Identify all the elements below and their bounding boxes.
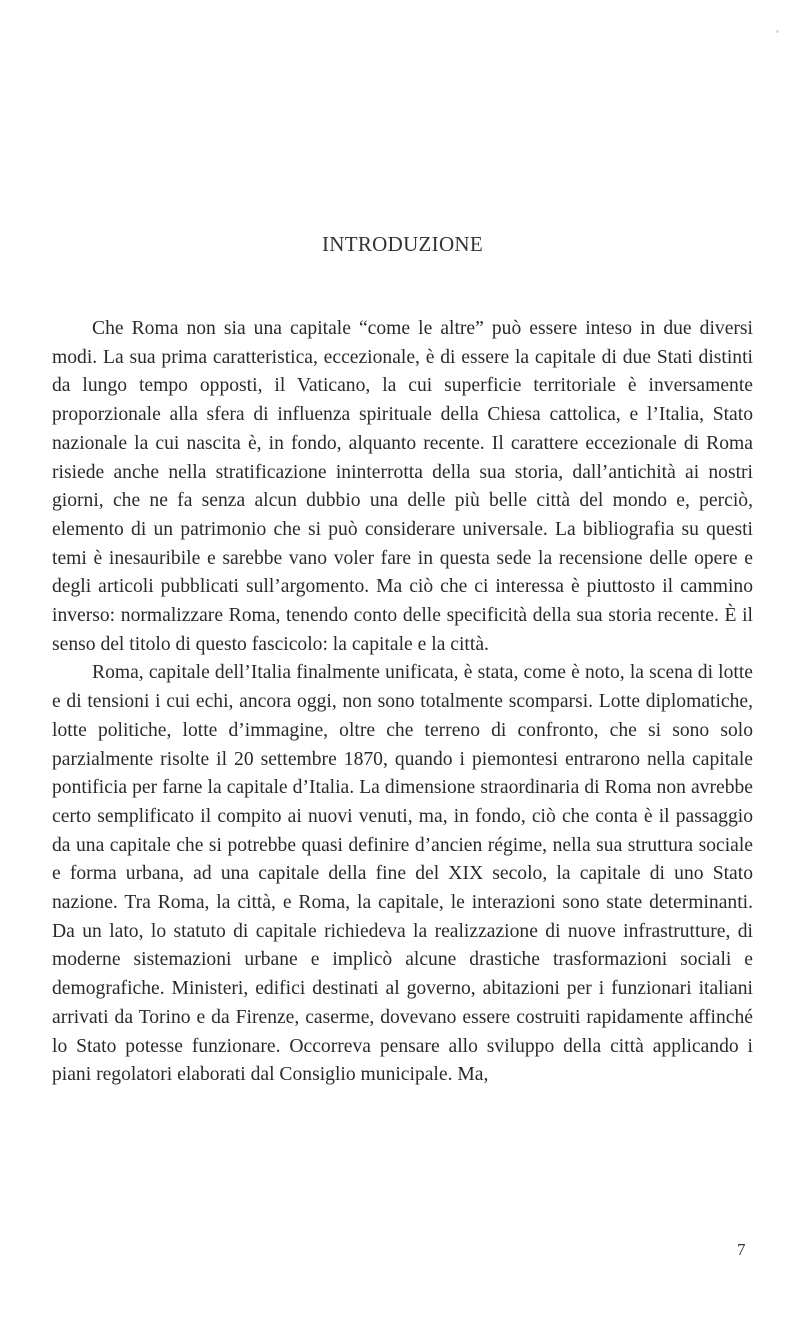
scan-speck	[776, 30, 779, 33]
paragraph: Che Roma non sia una capitale “come le altre” può essere inteso in due diversi modi. La sua prima caratteristica, eccezionale, è di essere la capitale di due Stati distinti da lungo tempo opposti, il Vaticano, la cui superficie territoriale è inversamente proporzionale alla sfera di influenza spirituale della Chiesa cattolica, e l’Italia, Stato nazionale la cui nascita è, in fondo, alquanto recente. Il carattere eccezionale di Roma risiede anche nella stratificazione ininterrotta della sua storia, dall’antichità ai nostri giorni, che ne fa senza alcun dubbio una delle più belle città del mondo e, perciò, elemento di un patrimonio che si può considerare universale. La bibliografia su questi temi è inesauribile e sarebbe vano voler fare in questa sede la recensione delle opere e degli articoli pubblicati sull’argomento. Ma ciò che ci interessa è piuttosto il cammino inverso: normalizzare Roma, tenendo conto delle specificità della sua storia recente. È il senso del titolo di questo fascicolo: la capitale e la città.	[52, 318, 753, 655]
body-text	[52, 315, 753, 1090]
chapter-heading: INTRODUZIONE	[321, 232, 484, 256]
page-number: 7	[737, 1240, 746, 1259]
paragraph: Roma, capitale dell’Italia finalmente unificata, è stata, come è noto, la scena di lotte e di tensioni i cui echi, ancora oggi, non sono totalmente scomparsi. Lotte diplomatiche, lotte politiche, lotte d’immagine, oltre che terreno di confronto, che si sono solo parzialmente risolte il 20 settembre 1870, quando i piemontesi entrarono nella capitale pontificia per farne la capitale d’Italia. La dimensione straordinaria di Roma non avrebbe certo semplificato il compito ai nuovi venuti, ma, in fondo, ciò che conta è il passaggio da una capitale che si potrebbe quasi definire d’ancien régime, nella sua struttura sociale e forma urbana, ad una capitale della fine del XIX secolo, la capitale di uno Stato nazione. Tra Roma, la città, e Roma, la capitale, le interazioni sono state determinanti. Da un lato, lo statuto di capitale richiedeva la realizzazione di nuove infrastrutture, di moderne sistemazioni urbane e implicò alcune drastiche trasformazioni sociali e demografiche. Ministeri, edifici destinati al governo, abitazioni per i funzionari italiani arrivati da Torino e da Firenze, caserme, dovevano essere costruiti rapidamente affinché lo Stato potesse funzionare. Occorreva pensare allo sviluppo della città applicando i piani regolatori elaborati dal Consiglio municipale. Ma,	[52, 662, 753, 1086]
